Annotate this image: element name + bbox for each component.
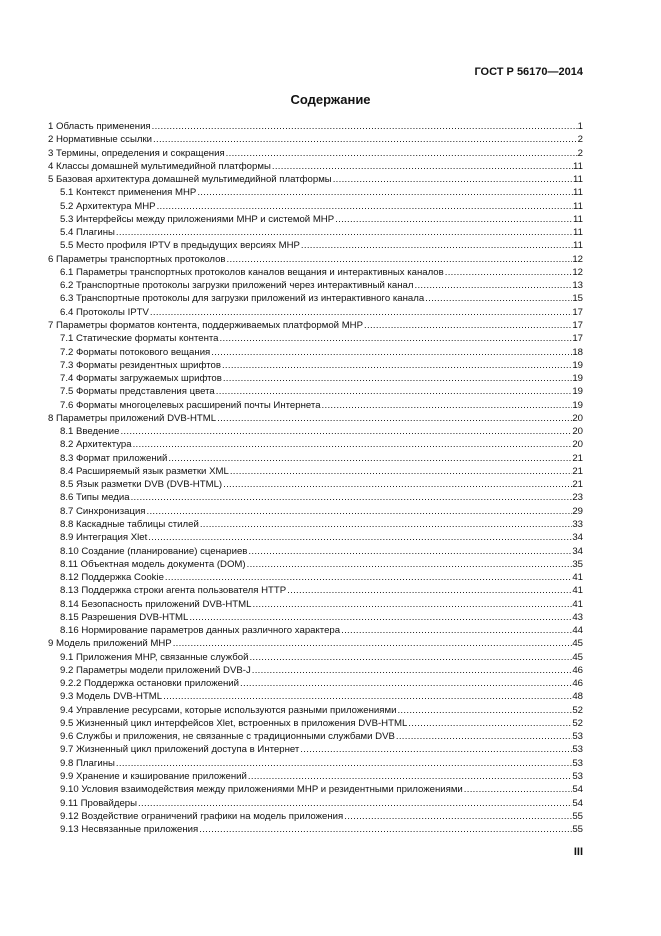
toc-entry-label: 7.3 Форматы резидентных шрифтов: [60, 359, 221, 371]
toc-entry[interactable]: [48, 797, 583, 810]
dot-leader: [229, 465, 573, 478]
dot-leader: [210, 346, 572, 359]
toc-entry-page: 11: [573, 213, 583, 225]
toc-entry[interactable]: [48, 611, 583, 624]
toc-entry[interactable]: [48, 279, 583, 292]
toc-entry[interactable]: [48, 359, 583, 372]
toc-entry[interactable]: [48, 239, 583, 252]
dot-leader: [119, 425, 572, 438]
toc-entry[interactable]: [48, 332, 583, 345]
dot-leader: [146, 505, 573, 518]
dot-leader: [251, 664, 573, 677]
toc-entry-page: 46: [572, 664, 583, 676]
dot-leader: [395, 730, 572, 743]
toc-entry-page: 34: [572, 545, 583, 557]
page-title: Содержание: [290, 92, 371, 107]
dot-leader: [162, 690, 572, 703]
dot-leader: [247, 545, 572, 558]
toc-entry[interactable]: [48, 478, 583, 491]
toc-entry-page: 20: [572, 426, 583, 438]
toc-entry-label: 9.2 Параметры модели приложений DVB-J: [60, 664, 251, 676]
dot-leader: [221, 359, 572, 372]
dot-leader: [414, 279, 573, 292]
dot-leader: [247, 770, 572, 783]
toc-entry-label: 8.2 Архитектура: [60, 439, 132, 451]
toc-entry-label: 9.2.2 Поддержка остановки приложений: [60, 678, 240, 690]
dot-leader: [225, 147, 578, 160]
toc-entry-page: 2: [577, 134, 583, 146]
toc-entry[interactable]: [48, 624, 583, 637]
dot-leader: [252, 598, 573, 611]
toc-entry-page: 53: [572, 757, 583, 769]
toc-entry[interactable]: [48, 147, 583, 160]
dot-leader: [363, 319, 572, 332]
dot-leader: [321, 399, 573, 412]
toc-entry[interactable]: [48, 438, 583, 451]
toc-entry-page: 13: [572, 280, 583, 292]
toc-entry-label: 8 Параметры приложений DVB-HTML: [48, 412, 217, 424]
toc-entry[interactable]: [48, 743, 583, 756]
toc-entry-label: 8.14 Безопасность приложений DVB-HTML: [60, 598, 252, 610]
toc-entry[interactable]: [48, 571, 583, 584]
toc-entry-label: 7.5 Форматы представления цвета: [60, 386, 215, 398]
toc-entry-label: 8.4 Расширяемый язык разметки XML: [60, 465, 229, 477]
toc-entry-label: 6 Параметры транспортных протоколов: [48, 253, 226, 265]
toc-entry-page: 11: [573, 187, 583, 199]
dot-leader: [152, 133, 578, 146]
dot-leader: [172, 637, 573, 650]
toc-entry-page: 17: [572, 306, 583, 318]
toc-entry-page: 11: [573, 160, 583, 172]
toc-entry-page: 48: [572, 691, 583, 703]
toc-entry-page: 21: [572, 452, 583, 464]
toc-entry-label: 8.1 Введение: [60, 426, 120, 438]
toc-entry[interactable]: [48, 213, 583, 226]
toc-entry-page: 34: [572, 532, 583, 544]
toc-entry-label: 1 Область применения: [48, 121, 151, 132]
dot-leader: [239, 677, 572, 690]
dot-leader: [196, 186, 573, 199]
toc-entry-page: 54: [572, 797, 583, 809]
toc-entry[interactable]: [48, 200, 583, 213]
toc-entry[interactable]: [48, 704, 583, 717]
dot-leader: [198, 823, 572, 836]
toc-entry-label: 9.1 Приложения MHP, связанные службой: [60, 651, 249, 663]
toc-entry-page: 21: [572, 479, 583, 491]
toc-entry[interactable]: [48, 186, 583, 199]
toc-entry[interactable]: [48, 385, 583, 398]
toc-entry-label: 9.6 Службы и приложения, не связанные с традиционными службами DVB: [60, 731, 395, 743]
toc-entry-label: 5.5 Место профиля IPTV в предыдущих версиях MHP: [60, 240, 300, 252]
toc-entry-label: 8.12 Поддержка Cookie: [60, 572, 164, 584]
toc-entry-label: 5.2 Архитектура MHP: [60, 200, 156, 212]
toc-entry[interactable]: [48, 452, 583, 465]
toc-entry[interactable]: [48, 505, 583, 518]
dot-leader: [332, 173, 573, 186]
toc-entry[interactable]: [48, 160, 583, 173]
toc-entry[interactable]: [48, 425, 583, 438]
toc-entry-label: 9.3 Модель DVB-HTML: [60, 691, 163, 703]
toc-entry-label: 8.10 Создание (планирование) сценариев: [60, 545, 248, 557]
toc-entry[interactable]: [48, 292, 583, 305]
toc-entry-page: 55: [572, 810, 583, 822]
toc-entry-page: 52: [572, 704, 583, 716]
dot-leader: [115, 226, 573, 239]
toc-entry-label: 9.8 Плагины: [60, 757, 115, 769]
toc-entry-page: 45: [572, 651, 583, 663]
toc-entry[interactable]: [48, 531, 583, 544]
toc-entry-label: 7.4 Форматы загружаемых шрифтов: [60, 373, 222, 385]
toc-entry[interactable]: [48, 598, 583, 611]
toc-entry[interactable]: [48, 823, 583, 836]
dot-leader: [188, 611, 572, 624]
toc-entry[interactable]: [48, 133, 583, 146]
dot-leader: [132, 438, 573, 451]
dot-leader: [222, 478, 572, 491]
dot-leader: [226, 253, 573, 266]
toc-entry-page: 33: [572, 518, 583, 530]
toc-entry[interactable]: [48, 253, 583, 266]
toc-entry[interactable]: [48, 266, 583, 279]
toc-entry-page: 1: [577, 121, 583, 132]
toc-entry[interactable]: [48, 810, 583, 823]
toc-entry-page: 11: [573, 200, 583, 212]
dot-leader: [219, 332, 573, 345]
dot-leader: [286, 584, 572, 597]
toc-entry[interactable]: [48, 651, 583, 664]
toc-entry-page: 41: [572, 598, 583, 610]
toc-entry-page: 20: [572, 439, 583, 451]
toc-entry-label: 5.1 Контекст применения MHP: [60, 187, 197, 199]
toc-entry-label: 7.2 Форматы потокового вещания: [60, 346, 211, 358]
toc-entry[interactable]: [48, 717, 583, 730]
toc-entry-page: 19: [572, 359, 583, 371]
toc-entry-page: 52: [572, 717, 583, 729]
dot-leader: [343, 810, 572, 823]
toc-entry-label: 8.8 Каскадные таблицы стилей: [60, 518, 199, 530]
toc-entry-page: 53: [572, 731, 583, 743]
toc-entry[interactable]: [48, 558, 583, 571]
toc-entry-page: 55: [572, 824, 583, 836]
toc-entry-label: 8.13 Поддержка строки агента пользователя HTTP: [60, 585, 287, 597]
toc-entry-label: 6.1 Параметры транспортных протоколов каналов вещания и интерактивных каналов: [60, 266, 444, 278]
toc-entry-label: 8.6 Типы медиа: [60, 492, 130, 504]
dot-leader: [147, 531, 572, 544]
toc-entry-label: 8.15 Разрешения DVB-HTML: [60, 611, 189, 623]
toc-entry-label: 8.5 Язык разметки DVB (DVB-HTML): [60, 479, 223, 491]
dot-leader: [149, 306, 572, 319]
page-number: III: [573, 846, 583, 858]
dot-leader: [167, 452, 572, 465]
toc-entry-page: 43: [572, 611, 583, 623]
toc-entry[interactable]: [48, 173, 583, 186]
toc-entry-page: 15: [572, 293, 583, 305]
toc-entry-label: 8.7 Синхронизация: [60, 505, 146, 517]
toc-entry-page: 12: [572, 266, 583, 278]
toc-entry[interactable]: [48, 120, 583, 133]
dot-leader: [334, 213, 573, 226]
toc-entry-label: 9.5 Жизненный цикл интерфейсов Xlet, встроенных в приложения DVB-HTML: [60, 717, 408, 729]
toc-entry-page: 21: [572, 465, 583, 477]
dot-leader: [300, 239, 573, 252]
toc-entry[interactable]: [48, 399, 583, 412]
toc-entry-label: 6.4 Протоколы IPTV: [60, 306, 149, 318]
toc-entry-label: 9.12 Воздействие ограничений графики на модель приложения: [60, 810, 344, 822]
toc-entry[interactable]: [48, 518, 583, 531]
toc-entry-label: 9 Модель приложений MHP: [48, 638, 172, 650]
dot-leader: [216, 412, 572, 425]
toc-entry-page: 19: [572, 399, 583, 411]
toc-entry[interactable]: [48, 757, 583, 770]
dot-leader: [340, 624, 572, 637]
toc-entry-page: 54: [572, 784, 583, 796]
toc-entry-page: 45: [572, 638, 583, 650]
toc-entry-page: 2: [577, 147, 583, 159]
toc-entry-page: 17: [572, 333, 583, 345]
dot-leader: [396, 704, 572, 717]
toc-entry-label: 9.7 Жизненный цикл приложений доступа в Интернет: [60, 744, 300, 756]
toc-entry-page: 53: [572, 771, 583, 783]
toc-entry-label: 9.13 Несвязанные приложения: [60, 824, 199, 836]
toc-entry-label: 3 Термины, определения и сокращения: [48, 147, 225, 159]
toc-entry[interactable]: [48, 306, 583, 319]
dot-leader: [137, 797, 572, 810]
toc-entry-page: 19: [572, 386, 583, 398]
dot-leader: [215, 385, 573, 398]
toc-entry-page: 20: [572, 412, 583, 424]
toc-entry-label: 7 Параметры форматов контента, поддерживаемых платформой MHP: [48, 319, 364, 331]
toc-entry[interactable]: [48, 664, 583, 677]
toc-entry[interactable]: [48, 730, 583, 743]
toc-entry-page: 23: [572, 492, 583, 504]
toc-entry-page: 12: [572, 253, 583, 265]
toc-entry[interactable]: [48, 491, 583, 504]
document-header-standard: ГОСТ Р 56170—2014: [474, 66, 583, 78]
toc-entry-label: 7.1 Статические форматы контента: [60, 333, 219, 345]
toc-entry-page: 35: [572, 558, 583, 570]
toc-entry-label: 5 Базовая архитектура домашней мультимедийной платформы: [48, 174, 332, 186]
toc-entry[interactable]: [48, 783, 583, 796]
toc-entry-label: 8.9 Интеграция Xlet: [60, 532, 148, 544]
toc-entry[interactable]: [48, 372, 583, 385]
toc-entry[interactable]: [48, 584, 583, 597]
dot-leader: [299, 743, 572, 756]
toc-entry-page: 19: [572, 373, 583, 385]
toc-entry-page: 53: [572, 744, 583, 756]
dot-leader: [130, 491, 573, 504]
toc-entry-page: 11: [573, 174, 583, 186]
toc-entry-label: 6.2 Транспортные протоколы загрузки приложений через интерактивный канал: [60, 280, 414, 292]
dot-leader: [463, 783, 573, 796]
toc-entry-page: 29: [572, 505, 583, 517]
dot-leader: [222, 372, 572, 385]
dot-leader: [407, 717, 572, 730]
toc-entry-page: 41: [572, 585, 583, 597]
toc-entry-label: 5.4 Плагины: [60, 227, 115, 239]
toc-entry-label: 4 Классы домашней мультимедийной платформы: [48, 160, 271, 172]
dot-leader: [151, 120, 578, 133]
toc-entry-page: 44: [572, 625, 583, 637]
toc-entry[interactable]: [48, 412, 583, 425]
toc-entry[interactable]: [48, 226, 583, 239]
toc-entry[interactable]: [48, 677, 583, 690]
toc-entry-page: 17: [572, 319, 583, 331]
toc-entry-label: 2 Нормативные ссылки: [48, 134, 153, 146]
dot-leader: [248, 651, 572, 664]
toc-entry[interactable]: [48, 690, 583, 703]
dot-leader: [246, 558, 573, 571]
dot-leader: [424, 292, 572, 305]
dot-leader: [271, 160, 573, 173]
toc-entry-label: 6.3 Транспортные протоколы для загрузки приложений из интерактивного канала: [60, 293, 425, 305]
toc-entry[interactable]: [48, 545, 583, 558]
toc-entry-label: 9.10 Условия взаимодействия между приложениями MHP и резидентными приложениями: [60, 784, 463, 796]
toc-entry[interactable]: [48, 319, 583, 332]
toc-entry-label: 5.3 Интерфейсы между приложениями MHP и системой MHP: [60, 213, 335, 225]
dot-leader: [115, 757, 572, 770]
dot-leader: [156, 200, 573, 213]
toc-entry[interactable]: [48, 346, 583, 359]
dot-leader: [199, 518, 573, 531]
toc-entry-label: 7.6 Форматы многоцелевых расширений почты Интернета: [60, 399, 321, 411]
toc-entry-page: 11: [573, 227, 583, 239]
table-of-contents: [48, 120, 583, 836]
toc-entry-label: 8.16 Нормирование параметров данных различного характера: [60, 625, 341, 637]
toc-entry-label: 8.3 Формат приложений: [60, 452, 168, 464]
toc-entry[interactable]: [48, 637, 583, 650]
toc-entry-label: 9.11 Провайдеры: [60, 797, 138, 809]
dot-leader: [164, 571, 572, 584]
toc-entry-page: 46: [572, 678, 583, 690]
dot-leader: [444, 266, 573, 279]
toc-entry-page: 18: [572, 346, 583, 358]
toc-entry-label: 8.11 Объектная модель документа (DOM): [60, 558, 246, 570]
toc-entry-label: 9.4 Управление ресурсами, которые используются разными приложениями: [60, 704, 397, 716]
toc-entry-label: 9.9 Хранение и кэширование приложений: [60, 771, 247, 783]
toc-entry[interactable]: [48, 465, 583, 478]
toc-entry-page: 11: [573, 240, 583, 252]
toc-entry-page: 41: [572, 572, 583, 584]
toc-entry[interactable]: [48, 770, 583, 783]
